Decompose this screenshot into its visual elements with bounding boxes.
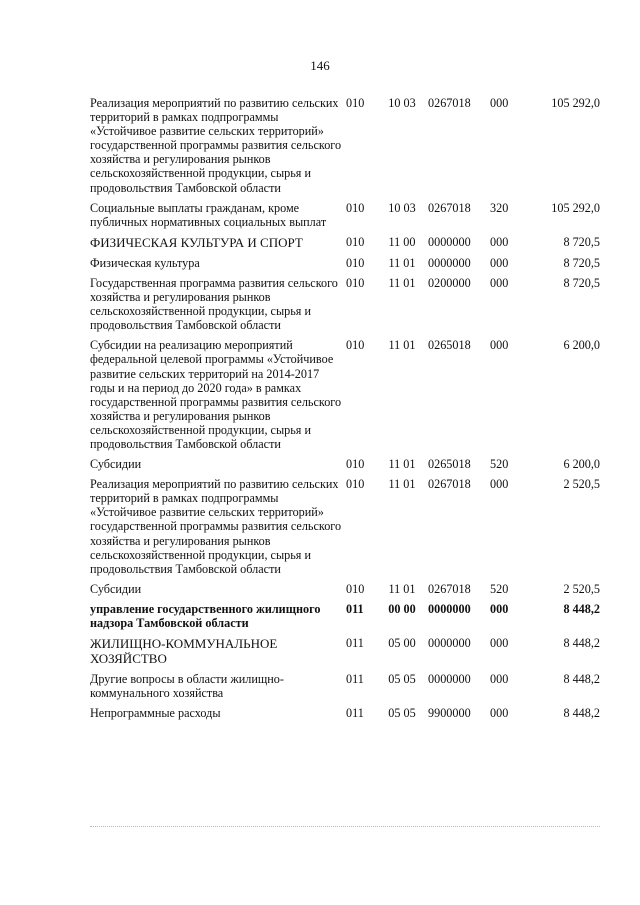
row-name: ФИЗИЧЕСКАЯ КУЛЬТУРА И СПОРТ (90, 234, 303, 250)
table-row (90, 669, 600, 703)
row-sum: 6 200,0 (563, 457, 600, 472)
table-row (90, 253, 600, 273)
row-section-code: 11 01 (388, 477, 416, 492)
row-name: Непрограммные расходы (90, 706, 221, 721)
budget-table (90, 93, 600, 723)
row-section-code: 00 00 (388, 601, 416, 616)
row-name: Субсидии на реализацию мероприятий федеральной целевой программы «Устойчивое развитие сельских территорий на 2014-2017 годы и на период до 2020 года» в рамках государственной программы развития сельского хозяйства и регулирования рынков сельскохозяйственной продукции, сырья и продовольствия Тамбовской области (90, 338, 342, 451)
table-row (90, 703, 600, 723)
row-target-code: 0267018 (428, 96, 471, 110)
row-sum: 2 520,5 (563, 477, 600, 492)
row-name: Реализация мероприятий по развитию сельских территорий в рамках подпрограммы «Устойчивое развитие сельских территорий» государственной программы развития сельского хозяйства и регулирования рынков сельскохозяйственной продукции, сырья и продовольствия Тамбовской области (90, 477, 342, 576)
row-expense-type: 000 (490, 96, 509, 110)
table-row (90, 579, 600, 599)
row-expense-type: 320 (490, 200, 509, 215)
table-row (90, 599, 600, 633)
row-sum: 8 720,5 (563, 234, 600, 249)
row-expense-type: 520 (490, 581, 509, 596)
row-ministry-code: 010 (346, 338, 365, 353)
table-row (90, 454, 600, 474)
row-target-code: 0000000 (428, 672, 471, 687)
row-ministry-code: 010 (346, 581, 365, 596)
row-ministry-code: 010 (346, 200, 365, 215)
table-row (90, 474, 600, 579)
row-sum: 6 200,0 (563, 338, 600, 353)
row-expense-type: 000 (490, 275, 509, 290)
row-ministry-code: 010 (346, 234, 365, 249)
row-section-code: 10 03 (388, 200, 416, 215)
row-expense-type: 000 (490, 636, 509, 651)
row-expense-type: 000 (490, 234, 509, 249)
table-row (90, 273, 600, 335)
row-name: Физическая культура (90, 255, 200, 270)
row-section-code: 05 00 (388, 636, 416, 651)
row-sum: 8 448,2 (563, 706, 600, 721)
row-section-code: 11 01 (388, 338, 416, 353)
page-number: 146 (310, 58, 330, 73)
row-ministry-code: 010 (346, 96, 365, 110)
row-section-code: 11 01 (388, 581, 416, 596)
scan-artifact-line (90, 826, 600, 829)
row-expense-type: 000 (490, 706, 509, 721)
table-row (90, 198, 600, 232)
row-ministry-code: 011 (346, 672, 364, 687)
row-ministry-code: 011 (346, 706, 364, 721)
row-target-code: 0265018 (428, 457, 471, 472)
row-target-code: 0000000 (428, 255, 471, 270)
row-name: Субсидии (90, 581, 142, 596)
row-target-code: 0000000 (428, 601, 471, 616)
row-target-code: 0000000 (428, 636, 471, 651)
row-ministry-code: 011 (346, 601, 364, 616)
row-sum: 8 720,5 (563, 255, 600, 270)
row-name: ЖИЛИЩНО-КОММУНАЛЬНОЕ ХОЗЯЙСТВО (90, 636, 278, 667)
row-target-code: 0200000 (428, 275, 471, 290)
row-section-code: 05 05 (388, 672, 416, 687)
row-target-code: 9900000 (428, 706, 471, 721)
table-row (90, 93, 600, 198)
row-ministry-code: 010 (346, 477, 365, 492)
row-section-code: 11 01 (388, 457, 416, 472)
row-target-code: 0267018 (428, 477, 471, 492)
row-ministry-code: 010 (346, 275, 365, 290)
row-name: Субсидии (90, 457, 142, 472)
row-sum: 8 448,2 (563, 636, 600, 651)
table-row (90, 633, 600, 669)
row-expense-type: 000 (490, 338, 509, 353)
row-section-code: 11 00 (388, 234, 416, 249)
row-section-code: 11 01 (388, 255, 416, 270)
row-section-code: 10 03 (388, 96, 416, 110)
row-expense-type: 520 (490, 457, 509, 472)
row-sum: 8 448,2 (563, 601, 600, 616)
row-ministry-code: 011 (346, 636, 364, 651)
row-target-code: 0265018 (428, 338, 471, 353)
table-row (90, 232, 600, 253)
row-sum: 2 520,5 (563, 581, 600, 596)
row-name: Государственная программа развития сельского хозяйства и регулирования рынков сельскохозяйственной продукции, сырья и продовольствия Тамбовской области (90, 275, 338, 333)
row-sum: 8 448,2 (563, 672, 600, 687)
row-sum: 8 720,5 (563, 275, 600, 290)
row-sum: 105 292,0 (551, 200, 600, 215)
row-ministry-code: 010 (346, 457, 365, 472)
row-name: Социальные выплаты гражданам, кроме публичных нормативных социальных выплат (90, 200, 327, 229)
row-section-code: 05 05 (388, 706, 416, 721)
row-name: управление государственного жилищного надзора Тамбовской области (90, 601, 321, 630)
table-row (90, 335, 600, 454)
row-sum: 105 292,0 (551, 96, 600, 110)
row-section-code: 11 01 (388, 275, 416, 290)
row-target-code: 0267018 (428, 200, 471, 215)
row-expense-type: 000 (490, 477, 509, 492)
row-name: Другие вопросы в области жилищно-коммунального хозяйства (90, 672, 284, 701)
row-expense-type: 000 (490, 672, 509, 687)
row-target-code: 0267018 (428, 581, 471, 596)
row-name: Реализация мероприятий по развитию сельских территорий в рамках подпрограммы «Устойчивое развитие сельских территорий» государственной программы развития сельского хозяйства и регулирования рынков сельскохозяйственной продукции, сырья и продовольствия Тамбовской области (90, 96, 342, 195)
row-expense-type: 000 (490, 255, 509, 270)
row-expense-type: 000 (490, 601, 509, 616)
row-ministry-code: 010 (346, 255, 365, 270)
row-target-code: 0000000 (428, 234, 471, 249)
